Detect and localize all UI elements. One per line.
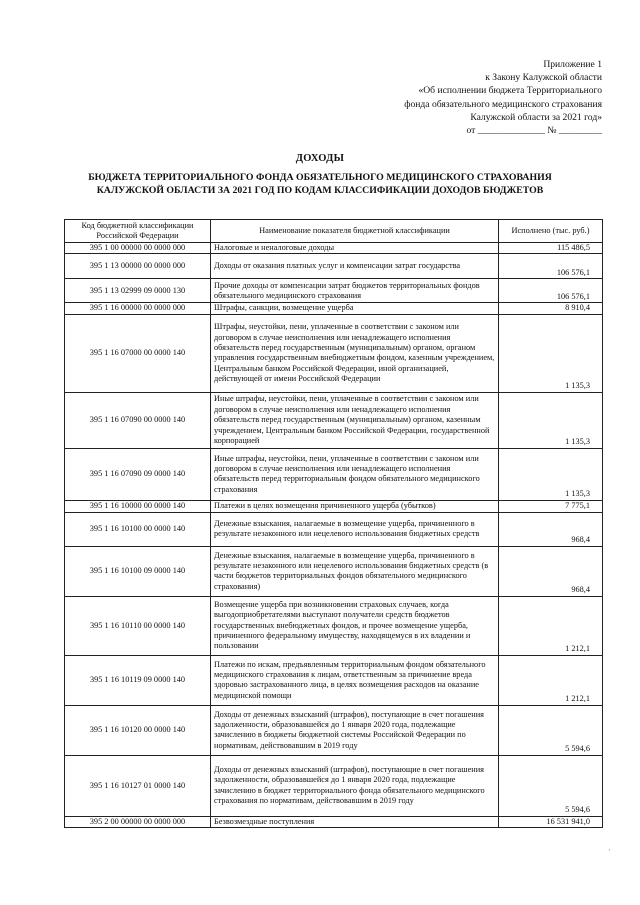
row-name: Доходы от оказания платных услуг и компенсации затрат государства [211,254,499,279]
row-name: Штрафы, санкции, возмещение ущерба [211,303,499,314]
row-name: Денежные взыскания, налагаемые в возмещение ущерба, причиненного в результате незаконного или нецелевого использования бюджетных средств [211,512,499,546]
row-amount: 106 576,1 [499,279,603,303]
table-header-row [65,220,603,243]
row-name: Иные штрафы, неустойки, пени, уплаченные в соответствии с законом или договором в случае неисполнения или ненадлежащего исполнения обязательств перед территориальным фондом обязательного медицинского страхования [211,448,499,500]
row-code: 395 1 16 07090 09 0000 140 [65,448,211,500]
row-name: Штрафы, неустойки, пени, уплаченные в соответствии с законом или договором в случае неисполнения или ненадлежащего исполнения обязательств перед государственным (муниципальным) органом, органом управления государственным внебюджетным фондом, казенным учреждением, Центральным банком Российской Федерации, иной организацией, действующей от имени Российской Федерации [211,314,499,392]
row-amount: 106 576,1 [499,254,603,279]
row-code: 395 1 16 10100 09 0000 140 [65,546,211,596]
appendix-line: к Закону Калужской области [485,72,602,84]
row-code: 395 1 13 00000 00 0000 000 [65,254,211,279]
row-code: 395 1 16 07090 00 0000 140 [65,392,211,448]
table-row [65,279,603,303]
row-code: 395 1 16 07000 00 0000 140 [65,314,211,392]
row-name: Безвозмездные поступления [211,816,499,827]
table-row [65,303,603,314]
row-amount: 1 212,1 [499,596,603,655]
document-subtitle [40,171,600,197]
row-name: Платежи по искам, предъявленным территориальным фондом обязательного медицинского страхования к лицам, ответственным за причинение вреда здоровью застрахованного лица, в целях возмещения расходов на оказание медицинской помощи [211,655,499,705]
row-name: Доходы от денежных взысканий (штрафов), поступающие в счет погашения задолженности, образовавшейся до 1 января 2020 года, подлежащие зачислению в бюджеты бюджетной системы Российской Федерации по нормативам, действовавшим в 2019 году [211,705,499,755]
row-code: 395 1 00 00000 00 0000 000 [65,243,211,254]
table-row [65,254,603,279]
row-amount: 968,4 [499,512,603,546]
appendix-line: Калужской области за 2021 год» [470,111,602,123]
table-row [65,448,603,500]
table-row [65,243,603,254]
scan-mark: · [608,845,611,855]
table-row [65,500,603,512]
table-row [65,596,603,655]
row-code: 395 2 00 00000 00 0000 000 [65,816,211,827]
table-row [65,512,603,546]
row-amount: 5 594,6 [499,755,603,816]
table-row [65,546,603,596]
table-row [65,816,603,827]
row-amount: 16 531 941,0 [499,816,603,827]
table-row [65,392,603,448]
header-name: Наименование показателя бюджетной классификации [211,220,499,243]
row-code: 395 1 16 10120 00 0000 140 [65,705,211,755]
appendix-line: «Об исполнении бюджета Территориального [418,85,602,97]
document-title: ДОХОДЫ [295,153,345,164]
row-amount: 1 135,3 [499,314,603,392]
row-name: Денежные взыскания, налагаемые в возмещение ущерба, причиненного в результате незаконного или нецелевого использования бюджетных средств (в части бюджетов территориальных фондов обязательного медицинского страхования) [211,546,499,596]
row-code: 395 1 16 10127 01 0000 140 [65,755,211,816]
row-code: 395 1 16 10119 09 0000 140 [65,655,211,705]
appendix-header [342,58,602,137]
row-name: Платежи в целях возмещения причиненного ущерба (убытков) [211,500,499,512]
table-row [65,705,603,755]
row-code: 395 1 16 10000 00 0000 140 [65,500,211,512]
row-amount: 1 135,3 [499,448,603,500]
row-code: 395 1 16 10100 00 0000 140 [65,512,211,546]
row-amount: 7 775,1 [499,500,603,512]
row-code: 395 1 13 02999 09 0000 130 [65,279,211,303]
row-amount: 1 212,1 [499,655,603,705]
appendix-line: фонда обязательного медицинского страхования [404,98,602,110]
table-row [65,314,603,392]
row-name: Возмещение ущерба при возникновении страховых случаев, когда выгодоприобретателями выступают получатели средств бюджетов государственных внебюджетных фондов, и прочее возмещение ущерба, причиненного федеральному имуществу, находящемуся в их владении и пользовании [211,596,499,655]
row-amount: 8 910,4 [499,303,603,314]
header-amount: Исполнено (тыс. руб.) [499,220,603,243]
row-amount: 1 135,3 [499,392,603,448]
appendix-line: Приложение 1 [543,59,602,70]
appendix-line: от ______________ № _________ [466,125,602,137]
row-amount: 968,4 [499,546,603,596]
row-name: Налоговые и неналоговые доходы [211,243,499,254]
header-code: Код бюджетной классификации Российской Федерации [65,220,211,243]
row-code: 395 1 16 10110 00 0000 140 [65,596,211,655]
row-name: Прочие доходы от компенсации затрат бюджетов территориальных фондов обязательного медицинского страхования [211,279,499,303]
income-table [64,219,603,828]
table-row [65,755,603,816]
subtitle-line: БЮДЖЕТА ТЕРРИТОРИАЛЬНОГО ФОНДА ОБЯЗАТЕЛЬНОГО МЕДИЦИНСКОГО СТРАХОВАНИЯ [88,172,552,183]
row-name: Иные штрафы, неустойки, пени, уплаченные в соответствии с законом или договором в случае неисполнения или ненадлежащего исполнения обязательств перед государственным (муниципальным) органом, казенным учреждением, Центральным банком Российской Федерации, государственной корпорацией [211,392,499,448]
row-amount: 115 486,5 [499,243,603,254]
row-name: Доходы от денежных взысканий (штрафов), поступающие в счет погашения задолженности, образовавшейся до 1 января 2020 года, подлежащие зачислению в бюджет территориального фонда обязательного медицинского страхования по нормативам, действовавшим в 2019 году [211,755,499,816]
row-amount: 5 594,6 [499,705,603,755]
subtitle-line: КАЛУЖСКОЙ ОБЛАСТИ ЗА 2021 ГОД ПО КОДАМ КЛАССИФИКАЦИИ ДОХОДОВ БЮДЖЕТОВ [96,185,544,196]
table-row [65,655,603,705]
row-code: 395 1 16 00000 00 0000 000 [65,303,211,314]
